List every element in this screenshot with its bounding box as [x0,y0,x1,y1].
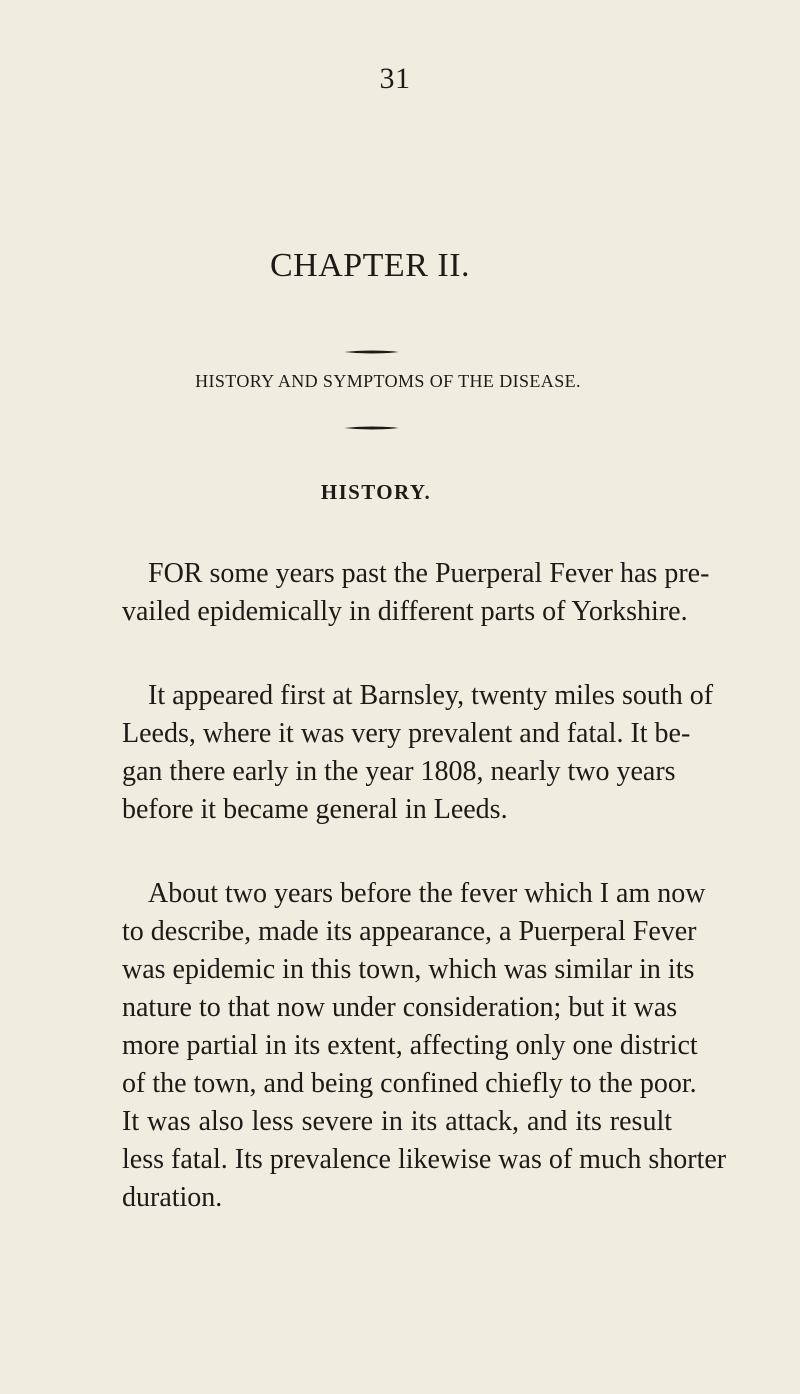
paragraph-1 [96,555,710,631]
section-heading: HISTORY. [320,480,432,504]
page-number: 31 [379,62,411,95]
paragraph-line: nature to that now under consideration; but it was [122,992,678,1023]
paragraph-line: was epidemic in this town, which was similar in its [122,954,695,985]
paragraph-line: more partial in its extent, affecting only one district [122,1030,698,1061]
chapter-title: CHAPTER II. [269,247,471,284]
paragraph-line: vailed epidemically in different parts of Yorkshire. [122,596,688,627]
paragraph-line: FOR some years past the Puerperal Fever has pre- [148,558,710,589]
paragraph-line: Leeds, where it was very prevalent and fatal. It be- [122,718,691,749]
paragraph-line: of the town, and being confined chiefly to the poor. [122,1068,697,1099]
paragraph-line: before it became general in Leeds. [122,794,508,825]
decorative-rule-top [344,349,399,355]
paragraph-line: less fatal. Its prevalence likewise was of much shorter [122,1144,727,1175]
paragraph-line: to describe, made its appearance, a Puerperal Fever [122,916,697,947]
paragraph-line: duration. [122,1182,223,1213]
paragraph-2 [96,677,714,829]
paragraph-3 [96,875,727,1217]
paragraph-line: About two years before the fever which I am now [148,878,706,909]
paragraph-line: gan there early in the year 1808, nearly two years [122,756,676,787]
ornamental-rule-icon [344,349,399,355]
ornamental-rule-icon [344,425,399,431]
decorative-rule-bottom [344,425,399,431]
chapter-subtitle: HISTORY AND SYMPTOMS OF THE DISEASE. [195,371,581,391]
paragraph-line: It was also less severe in its attack, and its result [122,1106,672,1137]
paragraph-line: It appeared first at Barnsley, twenty miles south of [148,680,714,711]
